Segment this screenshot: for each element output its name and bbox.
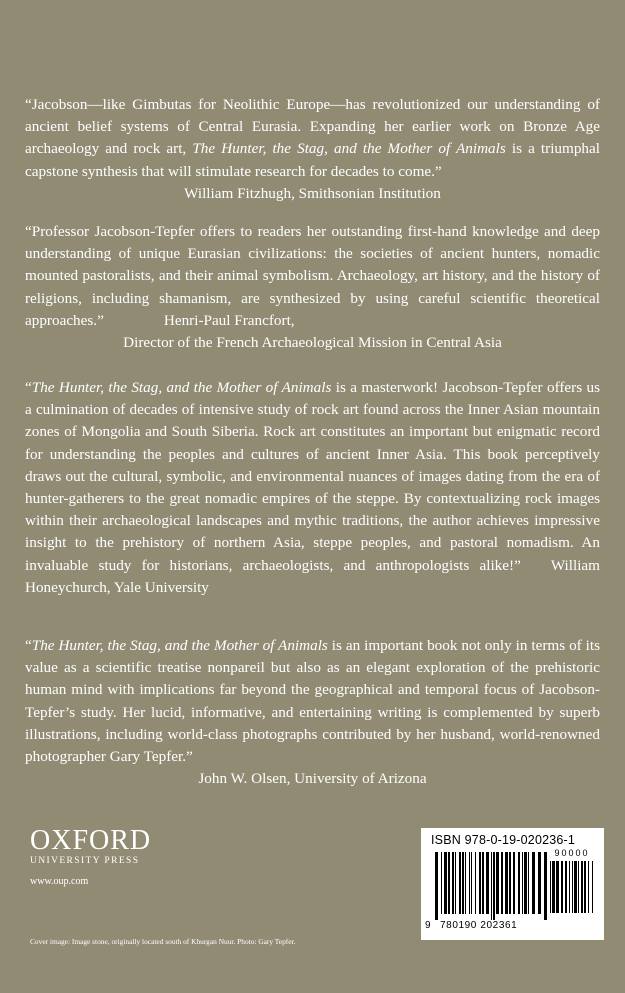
publisher-logo: [30, 825, 152, 866]
blurb-olsen: “The Hunter, the Stag, and the Mother of Animals is an important book not only in terms of its value as a scientific treatise nonpareil but also as an elegant exploration of the prehistoric human mind with implications far beyond the geographical and temporal focus of Jacobson-Tepfer’s study. Her lucid, informative, and entertaining writing is complemented by superb illustrations, including world-class photographs contributed by her husband, world-renowned photographer Gary Tepfer.” John W. Olsen, University of Arizona: [25, 635, 600, 790]
barcode-box: [421, 828, 604, 940]
addon-barcode-icon: [550, 861, 594, 927]
blurb-text: “Jacobson—like Gimbutas for Neolithic Europe—has revolutionized our understanding of ancient belief systems of Central Eurasia. Expanding her earlier work on Bronze Age archaeology and rock art,: [25, 96, 600, 158]
blurb-fitzhugh: [25, 94, 600, 205]
isbn-text: ISBN 978-0-19-020236-1: [431, 833, 576, 847]
blurb-text: “Professor Jacobson-Tepfer offers to readers her outstanding first-hand knowledge and deep understanding of unique Eurasian civilizations: the societies of ancient hunters, nomadic mounted pastoralists, and their animal symbolism. Archaeology, art history, and the history of religions, including shamanism, are synthesized by using careful scientific theoretical approaches.”: [25, 223, 600, 329]
cover-credit: Cover image: Image stone, originally located south of Khurgan Nuur. Photo: Gary Tepfer.: [30, 937, 296, 946]
ean-digits: 780190 202361: [440, 920, 518, 931]
book-title: The Hunter, the Stag, and the Mother of Animals: [192, 140, 506, 158]
blurb-attribution: William Fitzhugh, Smithsonian Institution: [184, 184, 441, 202]
blurb-text-end: is a triumphal capstone synthesis that will stimulate research for decades to come.”: [25, 140, 600, 180]
blurb-attribution-line2: Director of the French Archaeological Mission in Central Asia: [123, 334, 502, 352]
publisher-name: OXFORD: [30, 825, 152, 856]
blurb-attribution: Henri-Paul Francfort,: [163, 311, 295, 329]
ean-barcode-icon: [435, 852, 547, 920]
blurb-attribution: John W. Olsen, University of Arizona: [198, 770, 427, 788]
price-code: 90000: [554, 848, 590, 858]
ean-first-digit: 9: [425, 920, 431, 931]
blurb-francfort: [25, 221, 600, 354]
book-title: The Hunter, the Stag, and the Mother of Animals: [31, 637, 328, 654]
publisher-website: www.oup.com: [30, 876, 89, 887]
publisher-subname: UNIVERSITY PRESS: [30, 856, 140, 866]
blurb-text: is an important book not only in terms of its value as a scientific treatise nonpareil but also as an elegant exploration of the prehistoric human mind with implications far beyond the geographical and temporal focus of Jacobson-Tepfer’s study. Her lucid, informative, and entertaining writing is complemented by superb illustrations, including world-class photographs contributed by her husband, world-renowned photographer Gary Tepfer.”: [25, 637, 601, 766]
blurb-attribution: William Honeychurch, Yale University: [25, 556, 600, 596]
blurb-text: is a masterwork! Jacobson-Tepfer offers us a culmination of decades of intensive study of rock art found across the Inner Asian mountain zones of Mongolia and South Siberia. Rock art constitutes an important but enigmatic record for understanding the peoples and cultures of ancient Inner Asia. This book perceptively draws out the cultural, symbolic, and environmental nuances of images dating from the era of hunter-gatherers to the great nomadic empires of the steppe. By contextualizing rock images within their archaeological landscapes and mythic traditions, the author achieves impressive insight to the prehistory of northern Asia, steppe peoples, and pastoral nomadism. An invaluable study for historians, archaeologists, and anthropologists alike!”: [25, 379, 600, 574]
book-title: The Hunter, the Stag, and the Mother of Animals: [31, 379, 332, 396]
blurb-honeychurch: “The Hunter, the Stag, and the Mother of Animals is a masterwork! Jacobson-Tepfer offers us a culmination of decades of intensive study of rock art found across the Inner Asian mountain zones of Mongolia and South Siberia. Rock art constitutes an important but enigmatic record for understanding the peoples and cultures of ancient Inner Asia. This book perceptively draws out the cultural, symbolic, and environmental nuances of images dating from the era of hunter-gatherers to the great nomadic empires of the steppe. By contextualizing rock images within their archaeological landscapes and mythic traditions, the author achieves impressive insight to the prehistory of northern Asia, steppe peoples, and pastoral nomadism. An invaluable study for historians, archaeologists, and anthropologists alike!” William Honeychurch, Yale University: [25, 379, 600, 596]
